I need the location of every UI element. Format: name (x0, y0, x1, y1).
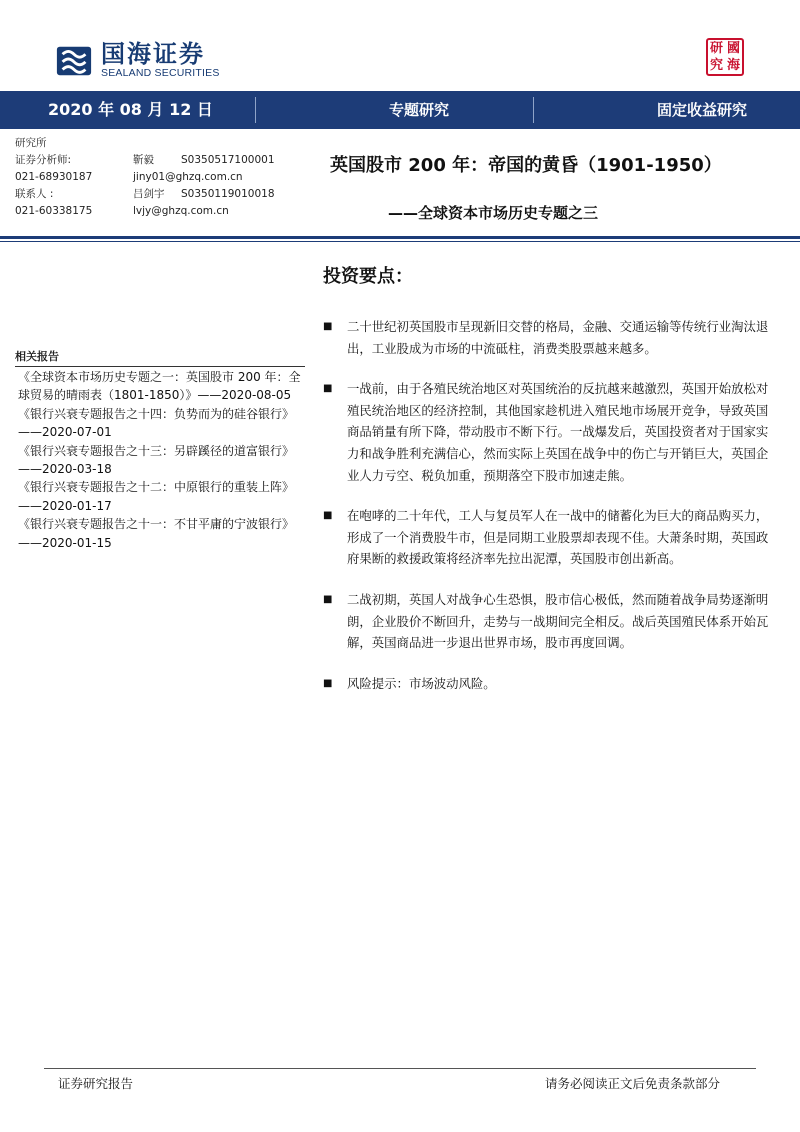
key-point-item (323, 505, 773, 570)
report-title: 英国股市 200 年：帝国的黄昏（1901-1950） (330, 155, 722, 176)
analyst-row (15, 169, 315, 186)
analyst-name: 靳毅 (133, 154, 154, 166)
contact-email[interactable]: lvjy@ghzq.com.cn (133, 205, 229, 217)
analyst-row (15, 186, 315, 203)
report-sector: 固定收益研究 (657, 101, 748, 119)
related-report-item[interactable]: 《银行兴衰专题报告之十四：负势而为的硅谷银行》——2020-07-01 (18, 406, 295, 440)
related-reports-heading: 相关报告 (15, 350, 59, 363)
analyst-row (15, 152, 315, 169)
key-point-item (323, 378, 773, 486)
analyst-email[interactable]: jiny01@ghzq.com.cn (133, 171, 243, 183)
contact-license: S0350119010018 (181, 188, 275, 200)
footer-divider (44, 1068, 756, 1069)
square-bullet-icon: ■ (323, 593, 333, 605)
seal-char: 究 (709, 58, 723, 73)
report-type: 专题研究 (389, 101, 450, 119)
brand-name-cn: 国海证券 (101, 40, 205, 68)
related-report-item[interactable]: 《银行兴衰专题报告之十一：不甘平庸的宁波银行》——2020-01-15 (18, 517, 295, 550)
related-divider (15, 366, 305, 367)
seal-char: 國 (726, 41, 740, 56)
report-subtitle: ——全球资本市场历史专题之三 (388, 204, 599, 222)
analyst-role: 证券分析师: (15, 154, 72, 166)
key-points-list (323, 316, 773, 694)
square-bullet-icon: ■ (323, 383, 333, 395)
key-point-item (323, 673, 773, 695)
sealand-logo-icon (55, 41, 93, 79)
key-point-item (323, 589, 773, 654)
key-point-text: 二十世纪初英国股市呈现新旧交替的格局，金融、交通运输等传统行业淘汰退出，工业股成为市场的中流砥柱，消费类股票越来越多。 (347, 319, 769, 356)
analyst-block (15, 135, 315, 220)
seal-char: 海 (726, 58, 740, 73)
key-point-item (323, 316, 773, 359)
analyst-row (15, 203, 315, 220)
brand-name-en: SEALAND SECURITIES (101, 67, 220, 79)
research-seal-stamp (706, 38, 744, 76)
title-divider (0, 236, 800, 239)
analyst-license: S0350517100001 (181, 154, 275, 166)
risk-warning-text: 风险提示：市场波动风险。 (347, 675, 496, 691)
brand-logo (55, 40, 220, 80)
analyst-phone: 021-68930187 (15, 171, 93, 183)
header-band (0, 91, 800, 129)
footer-label: 证券研究报告 (58, 1076, 134, 1091)
related-reports-list (18, 368, 306, 552)
square-bullet-icon: ■ (323, 677, 333, 689)
square-bullet-icon: ■ (323, 510, 333, 522)
key-points-heading: 投资要点： (323, 266, 413, 287)
key-point-text: 在咆哮的二十年代，工人与复员军人在一战中的储蓄化为巨大的商品购买力，形成了一个消费股牛市，但是同期工业股票却表现不佳。大萧条时期，英国政府果断的救援政策将经济率先拉出泥潭，英国股市创出新高。 (347, 508, 769, 567)
key-point-text: 二战初期，英国人对战争心生恐惧，股市信心极低，然而随着战争局势逐渐明朗，企业股价不断回升，走势与一战期间完全相反。战后英国殖民体系开始瓦解，英国商品进一步退出世界市场，股市再度回调。 (347, 591, 769, 651)
seal-char: 研 (709, 41, 723, 56)
research-institute-label: 研究所 (15, 137, 47, 149)
title-divider-thin (0, 241, 800, 242)
footer-disclaimer: 请务必阅读正文后免责条款部分 (545, 1076, 721, 1091)
square-bullet-icon: ■ (323, 321, 333, 332)
related-report-item[interactable]: 《银行兴衰专题报告之十二：中原银行的重装上阵》——2020-01-17 (18, 480, 295, 513)
related-report-item[interactable]: 《银行兴衰专题报告之十三：另辟蹊径的道富银行》——2020-03-18 (18, 443, 295, 477)
related-report-item[interactable]: 《全球资本市场历史专题之一：英国股市 200 年：全球贸易的晴雨表（1801-1850）》——2020-08-05 (18, 370, 301, 403)
report-date: 2020 年 08 月 12 日 (48, 100, 213, 119)
band-divider (255, 97, 256, 123)
band-divider (533, 97, 534, 123)
contact-phone: 021-60338175 (15, 205, 93, 217)
key-point-text: 一战前，由于各殖民统治地区对英国统治的反抗越来越激烈，英国开始放松对殖民统治地区的经济控制，其他国家趁机进入殖民地市场展开竞争，导致英国商品销量有所下降，带动股市不断下行。一战爆发后，英国投资者对于国家实力和战争胜利充满信心，然而实际上英国在战争中的伤亡与开销巨大，英国企业人力亏空、税负加重，预期落空下股市加速走熊。 (347, 381, 769, 483)
contact-role: 联系人 : (15, 188, 54, 200)
contact-name: 吕剑宇 (133, 188, 165, 200)
